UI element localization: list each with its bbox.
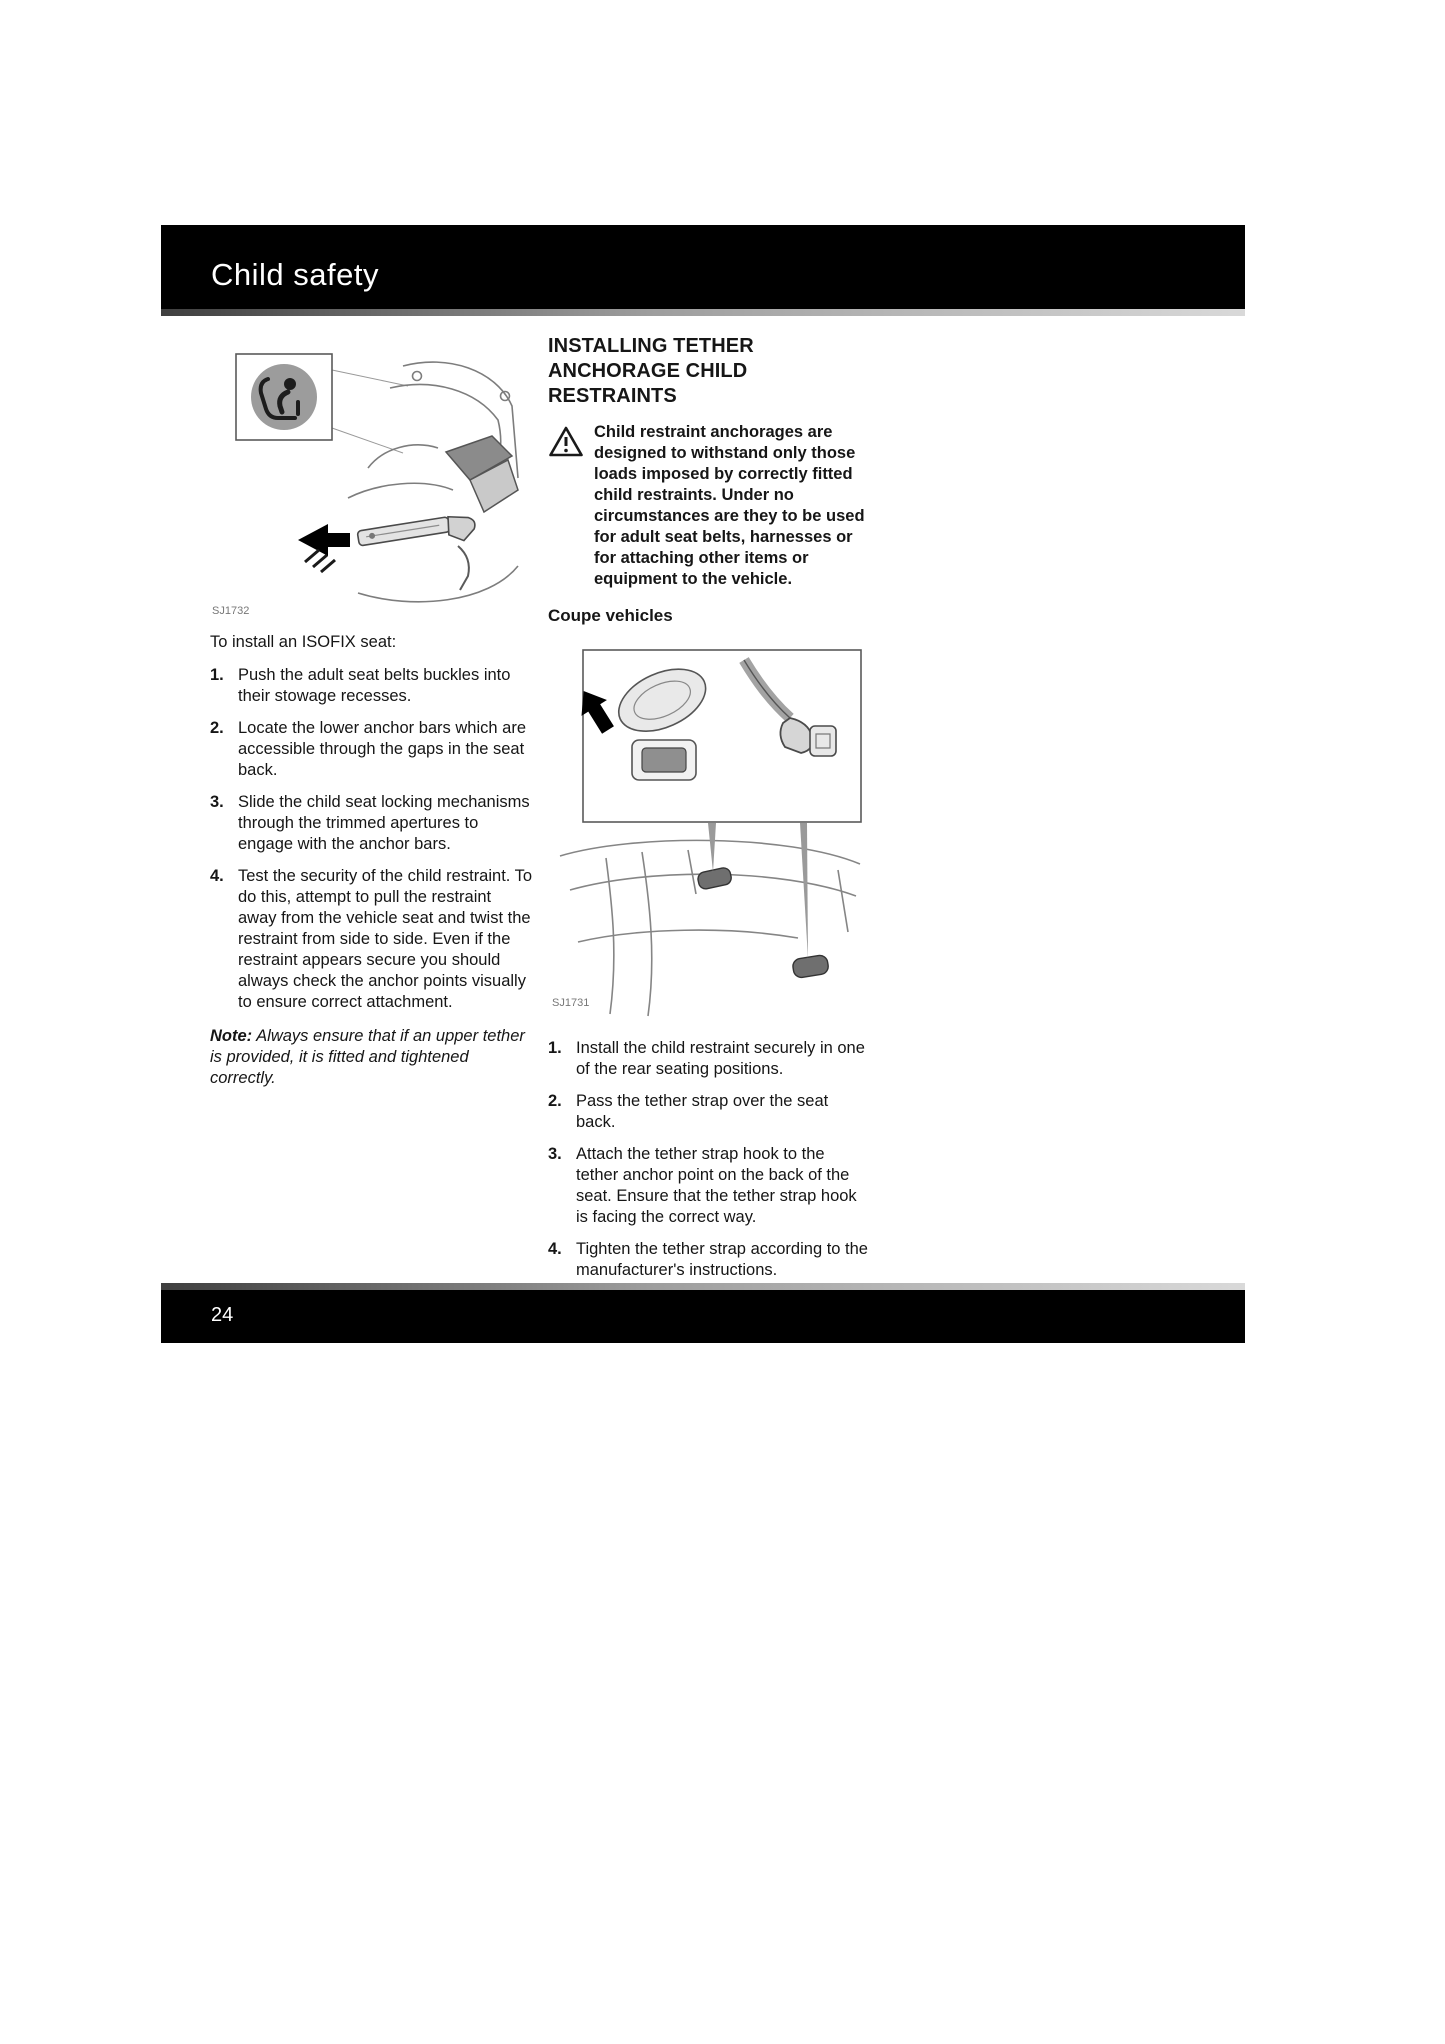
list-item	[548, 1239, 868, 1281]
figure-isofix-installation	[208, 348, 526, 628]
figure-label: SJ1732	[212, 605, 250, 617]
list-item	[548, 1091, 868, 1133]
isofix-illustration	[208, 348, 526, 628]
page-title: Child safety	[211, 257, 379, 292]
step-number: 4.	[210, 867, 224, 885]
step-text: Pass the tether strap over the seat back.	[576, 1092, 829, 1131]
warning-block	[548, 422, 868, 590]
note-label: Note:	[210, 1027, 253, 1045]
figure-tether-anchorage	[548, 642, 868, 1024]
list-item	[210, 718, 534, 781]
step-number: 3.	[548, 1145, 562, 1163]
isofix-intro: To install an ISOFIX seat:	[210, 633, 397, 651]
section-heading: INSTALLING TETHER ANCHORAGE CHILD RESTRAINTS	[548, 335, 754, 407]
tether-illustration	[548, 642, 868, 1024]
step-number: 1.	[548, 1039, 562, 1057]
direction-arrow-icon	[298, 524, 350, 556]
step-number: 2.	[548, 1092, 562, 1110]
figure-label: SJ1731	[552, 997, 590, 1009]
footer-bar	[161, 1290, 1245, 1343]
header-bar	[161, 225, 1245, 309]
step-text: Push the adult seat belts buckles into their stowage recesses.	[238, 666, 511, 705]
list-item	[210, 665, 534, 707]
step-number: 4.	[548, 1240, 562, 1258]
step-text: Test the security of the child restraint. To do this, attempt to pull the restraint away from the vehicle seat and twist the restraint from side to side. Even if the restraint appears secure you should always check the anchor points visually to ensure correct attachment.	[238, 867, 533, 1011]
header-gradient-rule	[161, 309, 1245, 316]
right-column	[548, 334, 868, 1292]
step-text: Install the child restraint securely in one of the rear seating positions.	[576, 1039, 865, 1078]
warning-icon	[548, 425, 584, 458]
list-item	[548, 1038, 868, 1080]
step-number: 3.	[210, 793, 224, 811]
list-item	[548, 1144, 868, 1228]
list-item	[210, 792, 534, 855]
step-number: 1.	[210, 666, 224, 684]
step-text: Attach the tether strap hook to the tether anchor point on the back of the seat. Ensure that the tether strap hook is facing the correct way.	[576, 1145, 857, 1226]
note-text: Always ensure that if an upper tether is provided, it is fitted and tightened correctly.	[210, 1027, 525, 1087]
step-number: 2.	[210, 719, 224, 737]
footer-gradient-rule	[161, 1283, 1245, 1290]
step-text: Slide the child seat locking mechanisms through the trimmed apertures to engage with the anchor bars.	[238, 793, 530, 853]
isofix-steps	[210, 665, 534, 1013]
page-number: 24	[211, 1304, 234, 1326]
list-item	[210, 866, 534, 1013]
step-text: Tighten the tether strap according to the manufacturer's instructions.	[576, 1240, 868, 1279]
subheading-coupe-vehicles: Coupe vehicles	[548, 606, 673, 625]
note-paragraph	[210, 1026, 534, 1089]
warning-icon-wrap	[548, 422, 594, 590]
left-column	[210, 632, 534, 1106]
tether-steps	[548, 1038, 868, 1281]
step-text: Locate the lower anchor bars which are accessible through the gaps in the seat back.	[238, 719, 526, 779]
warning-text: Child restraint anchorages are designed to withstand only those loads imposed by correctly fitted child restraints. Under no circumstances are they to be used for adult seat belts, harnesses or for attaching other items or equipment to the vehicle.	[594, 423, 865, 588]
